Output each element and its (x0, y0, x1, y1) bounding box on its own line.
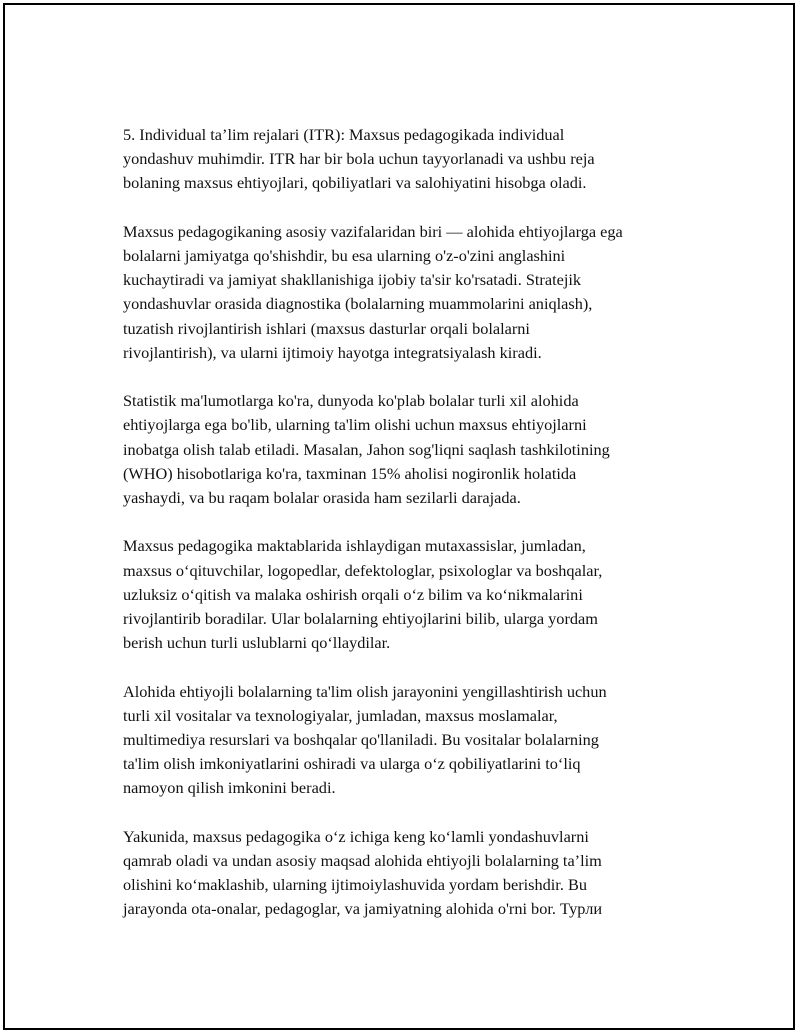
paragraph-itr (123, 123, 703, 196)
text-line: maxsus o‘qituvchilar, logopedlar, defektologlar, psixologlar va boshqalar, (123, 560, 603, 580)
text-line: multimediya resurslari va boshqalar qo'llaniladi. Bu vositalar bolalarning (123, 730, 599, 750)
text-line: berish uchun turli uslublarni qo‘llaydilar. (123, 633, 391, 653)
text-line: kuchaytiradi va jamiyat shakllanishiga ijobiy ta'sir ko'rsatadi. Stratejik (123, 270, 582, 290)
text-line: jarayonda ota-onalar, pedagoglar, va jamiyatning alohida o'rni bor. Турли (123, 899, 603, 919)
text-line: yondashuv muhimdir. ITR har bir bola uchun tayyorlanadi va ushbu reja (123, 149, 595, 169)
text-line: inobatga olish talab etiladi. Masalan, Jahon sog'liqni saqlash tashkilotining (123, 439, 610, 459)
text-line: Statistik ma'lumotlarga ko'ra, dunyoda ko'plab bolalar turli xil alohida (123, 391, 579, 411)
text-line: rivojlantirib boradilar. Ular bolalarning ehtiyojlarini bilib, ularga yordam (123, 609, 598, 629)
text-line: bolaning maxsus ehtiyojlari, qobiliyatlari va salohiyatini hisobga oladi. (123, 173, 587, 193)
text-line: ehtiyojlarga ega bo'lib, ularning ta'lim olishi uchun maxsus ehtiyojlarni (123, 415, 587, 435)
text-line: Maxsus pedagogika maktablarida ishlaydigan mutaxassislar, jumladan, (123, 536, 586, 556)
page-frame (3, 3, 795, 1030)
text-line: yashaydi, va bu raqam bolalar orasida ham sezilarli darajada. (123, 488, 521, 508)
document-body (123, 123, 703, 946)
text-line: yondashuvlar orasida diagnostika (bolalarning muammolarini aniqlash), (123, 294, 593, 314)
text-line: turli xil vositalar va texnologiyalar, jumladan, maxsus moslamalar, (123, 705, 558, 725)
text-line: bolalarni jamiyatga qo'shishdir, bu esa ularning o'z-o'zini anglashini (123, 246, 566, 265)
text-line: tuzatish rivojlantirish ishlari (maxsus dasturlar orqali bolalarni (123, 318, 530, 338)
paragraph-main-tasks (123, 220, 703, 365)
text-line: rivojlantirish), va ularni ijtimoiy hayotga integratsiyalash kiradi. (123, 342, 542, 362)
text-line: qamrab oladi va undan asosiy maqsad alohida ehtiyojli bolalarning ta’lim (123, 851, 602, 871)
text-line: olishini ko‘maklashib, ularning ijtimoiylashuvida yordam berishdir. Bu (123, 875, 587, 895)
text-line: Yakunida, maxsus pedagogika o‘z ichiga keng ko‘lamli yondashuvlarni (123, 826, 589, 846)
text-line: 5. Individual ta’lim rejalari (ITR): Maxsus pedagogikada individual (123, 125, 565, 144)
text-line: (WHO) hisobotlariga ko'ra, taxminan 15% aholisi nogironlik holatida (123, 463, 577, 483)
text-line: ta'lim olish imkoniyatlarini oshiradi va ularga o‘z qobiliyatlarini to‘liq (123, 754, 581, 774)
text-line: namoyon qilish imkonini beradi. (123, 778, 336, 798)
text-line: Alohida ehtiyojli bolalarning ta'lim olish jarayonini yengillashtirish uchun (123, 681, 607, 701)
text-line: Maxsus pedagogikaning asosiy vazifalaridan biri — alohida ehtiyojlarga ega (123, 221, 623, 241)
paragraph-tools (123, 680, 703, 801)
paragraph-conclusion (123, 825, 703, 922)
paragraph-statistics (123, 389, 703, 510)
text-line: uzluksiz o‘qitish va malaka oshirish orqali o‘z bilim va ko‘nikmalarini (123, 584, 583, 604)
paragraph-specialists (123, 534, 703, 655)
